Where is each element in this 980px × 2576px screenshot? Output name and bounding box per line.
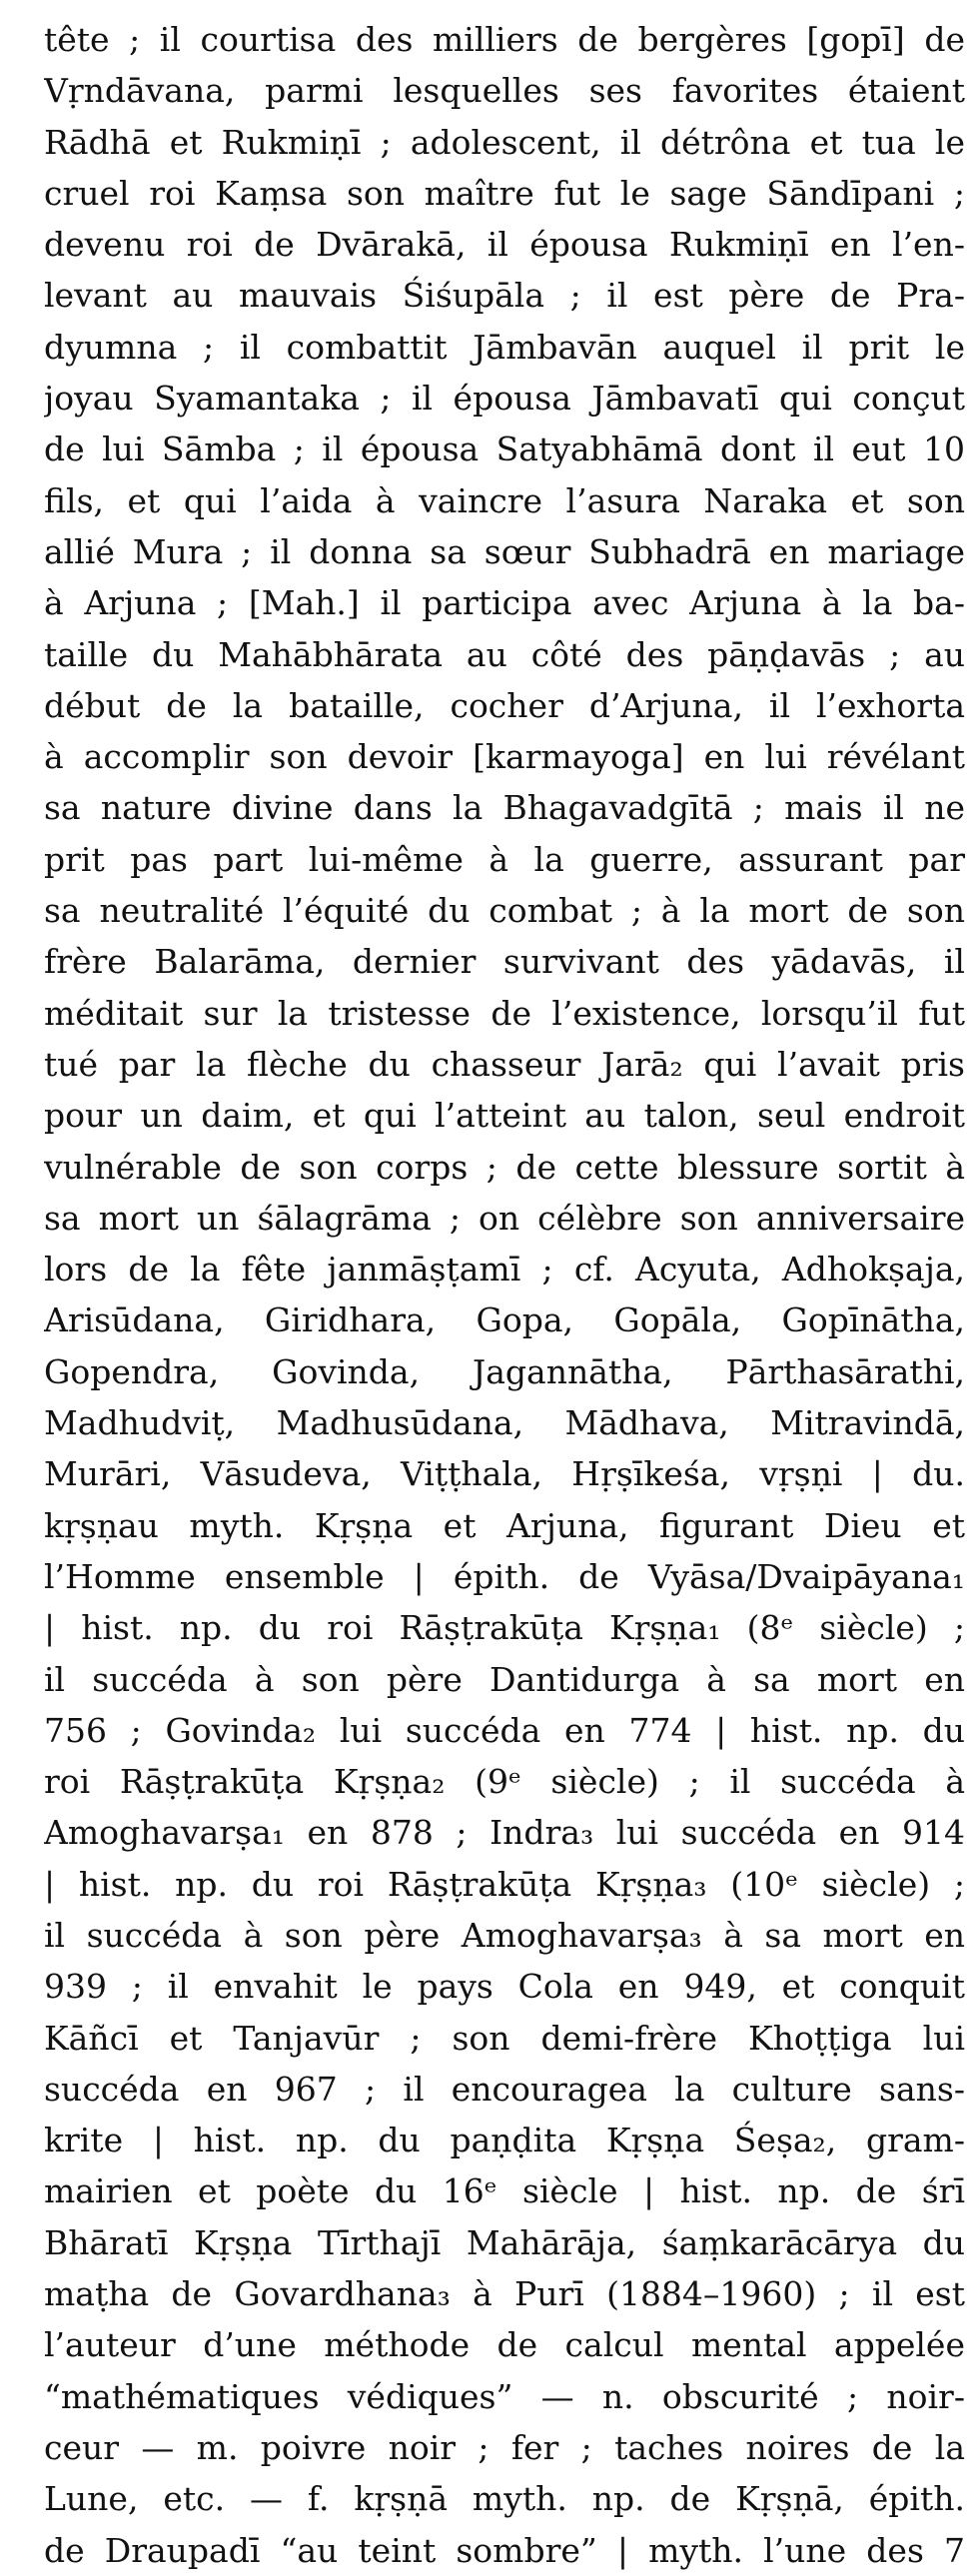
text-line: 939 ; il envahit le pays Cola en 949, et conquit [44, 1967, 965, 2007]
text-line: allié Mura ; il donna sa sœur Subhadrā en mariage [44, 531, 965, 571]
text-line: Amoghavarṣa₁ en 878 ; Indra₃ lui succéda en 914 [44, 1813, 965, 1853]
text-line: roi Rāṣṭrakūṭa Kṛṣṇa₂ (9ᵉ siècle) ; il succéda à [44, 1762, 965, 1802]
text-line: sa nature divine dans la Bhagavadgītā ; mais il ne [44, 788, 965, 828]
text-line: devenu roi de Dvārakā, il épousa Rukmiṇī en l’en- [44, 225, 965, 265]
text-line: dyumna ; il combattit Jāmbavān auquel il prit le [44, 327, 965, 367]
text-line: cruel roi Kaṃsa son maître fut le sage Sāndīpani ; [44, 173, 965, 213]
text-line: tué par la flèche du chasseur Jarā₂ qui l’avait pris [44, 1044, 965, 1084]
text-line: de lui Sāmba ; il épousa Satyabhāmā dont il eut 10 [44, 429, 965, 469]
text-line: méditait sur la tristesse de l’existence, lorsqu’il fut [44, 993, 965, 1033]
text-line: Arisūdana, Giridhara, Gopa, Gopāla, Gopīnātha, [44, 1300, 965, 1340]
text-line: tête ; il courtisa des milliers de bergères [gopī] de [44, 20, 965, 59]
text-line: mairien et poète du 16ᵉ siècle | hist. np. de śrī [44, 2171, 965, 2211]
text-line: à Arjuna ; [Mah.] il participa avec Arjuna à la ba- [44, 583, 965, 623]
text-line: taille du Mahābhārata au côté des pāṇḍavās ; au [44, 634, 965, 674]
text-line: ceur — m. poivre noir ; fer ; taches noires de la [44, 2427, 965, 2467]
text-line: maṭha de Govardhana₃ à Purī (1884–1960) ; il est [44, 2274, 965, 2314]
text-line: joyau Syamantaka ; il épousa Jāmbavatī qui conçut [44, 379, 965, 419]
text-line: | hist. np. du roi Rāṣṭrakūṭa Kṛṣṇa₃ (10ᵉ siècle) ; [44, 1864, 965, 1904]
dictionary-entry-text [44, 14, 965, 2576]
text-line: frère Balarāma, dernier survivant des yādavās, il [44, 942, 965, 982]
text-line: krite | hist. np. du paṇḍita Kṛṣṇa Śeṣa₂, gram- [44, 2121, 965, 2160]
text-line: pour un daim, et qui l’atteint au talon, seul endroit [44, 1096, 965, 1136]
text-line: Bhāratī Kṛṣṇa Tīrthajī Mahārāja, śaṃkarācārya du [44, 2222, 965, 2262]
text-line: fils, et qui l’aida à vaincre l’asura Naraka et son [44, 480, 965, 520]
text-line: l’Homme ensemble | épith. de Vyāsa/Dvaipāyana₁ [44, 1556, 965, 1596]
text-line: sa neutralité l’équité du combat ; à la mort de son [44, 891, 965, 931]
text-line: il succéda à son père Amoghavarṣa₃ à sa mort en [44, 1915, 965, 1955]
text-line: début de la bataille, cocher d’Arjuna, il l’exhorta [44, 685, 965, 725]
text-line: Rādhā et Rukmiṇī ; adolescent, il détrôna et tua le [44, 122, 965, 162]
text-line: “mathématiques védiques” — n. obscurité ; noir- [44, 2376, 965, 2416]
text-line: Madhudviṭ, Madhusūdana, Mādhava, Mitravindā, [44, 1403, 965, 1443]
text-line: Kāñcī et Tanjavūr ; son demi-frère Khoṭṭiga lui [44, 2018, 965, 2058]
text-line: kṛṣṇau myth. Kṛṣṇa et Arjuna, figurant Dieu et [44, 1505, 965, 1545]
text-line: Gopendra, Govinda, Jagannātha, Pārthasārathi, [44, 1351, 965, 1391]
text-line: de Draupadī “au teint sombre” | myth. l’une des 7 [44, 2530, 965, 2570]
text-line: à accomplir son devoir [karmayoga] en lui révélant [44, 737, 965, 777]
text-line: Vṛndāvana, parmi lesquelles ses favorites étaient [44, 71, 965, 111]
text-line: lors de la fête janmāṣṭamī ; cf. Acyuta, Adhokṣaja, [44, 1250, 965, 1289]
text-line: sa mort un śālagrāma ; on célèbre son anniversaire [44, 1198, 965, 1238]
text-line: | hist. np. du roi Rāṣṭrakūṭa Kṛṣṇa₁ (8ᵉ siècle) ; [44, 1608, 965, 1648]
text-line: vulnérable de son corps ; de cette blessure sortit à [44, 1147, 965, 1187]
text-line: levant au mauvais Śiśupāla ; il est père de Pra- [44, 276, 965, 316]
text-line: succéda en 967 ; il encouragea la culture sans- [44, 2069, 965, 2109]
text-line: il succéda à son père Dantidurga à sa mort en [44, 1659, 965, 1699]
text-line: Murāri, Vāsudeva, Viṭṭhala, Hṛṣīkeśa, vṛṣṇi | du. [44, 1454, 965, 1494]
text-line: l’auteur d’une méthode de calcul mental appelée [44, 2325, 965, 2365]
text-line: 756 ; Govinda₂ lui succéda en 774 | hist. np. du [44, 1710, 965, 1750]
text-line: Lune, etc. — f. kṛṣṇā myth. np. de Kṛṣṇā, épith. [44, 2479, 965, 2519]
text-line: prit pas part lui-même à la guerre, assurant par [44, 839, 965, 879]
